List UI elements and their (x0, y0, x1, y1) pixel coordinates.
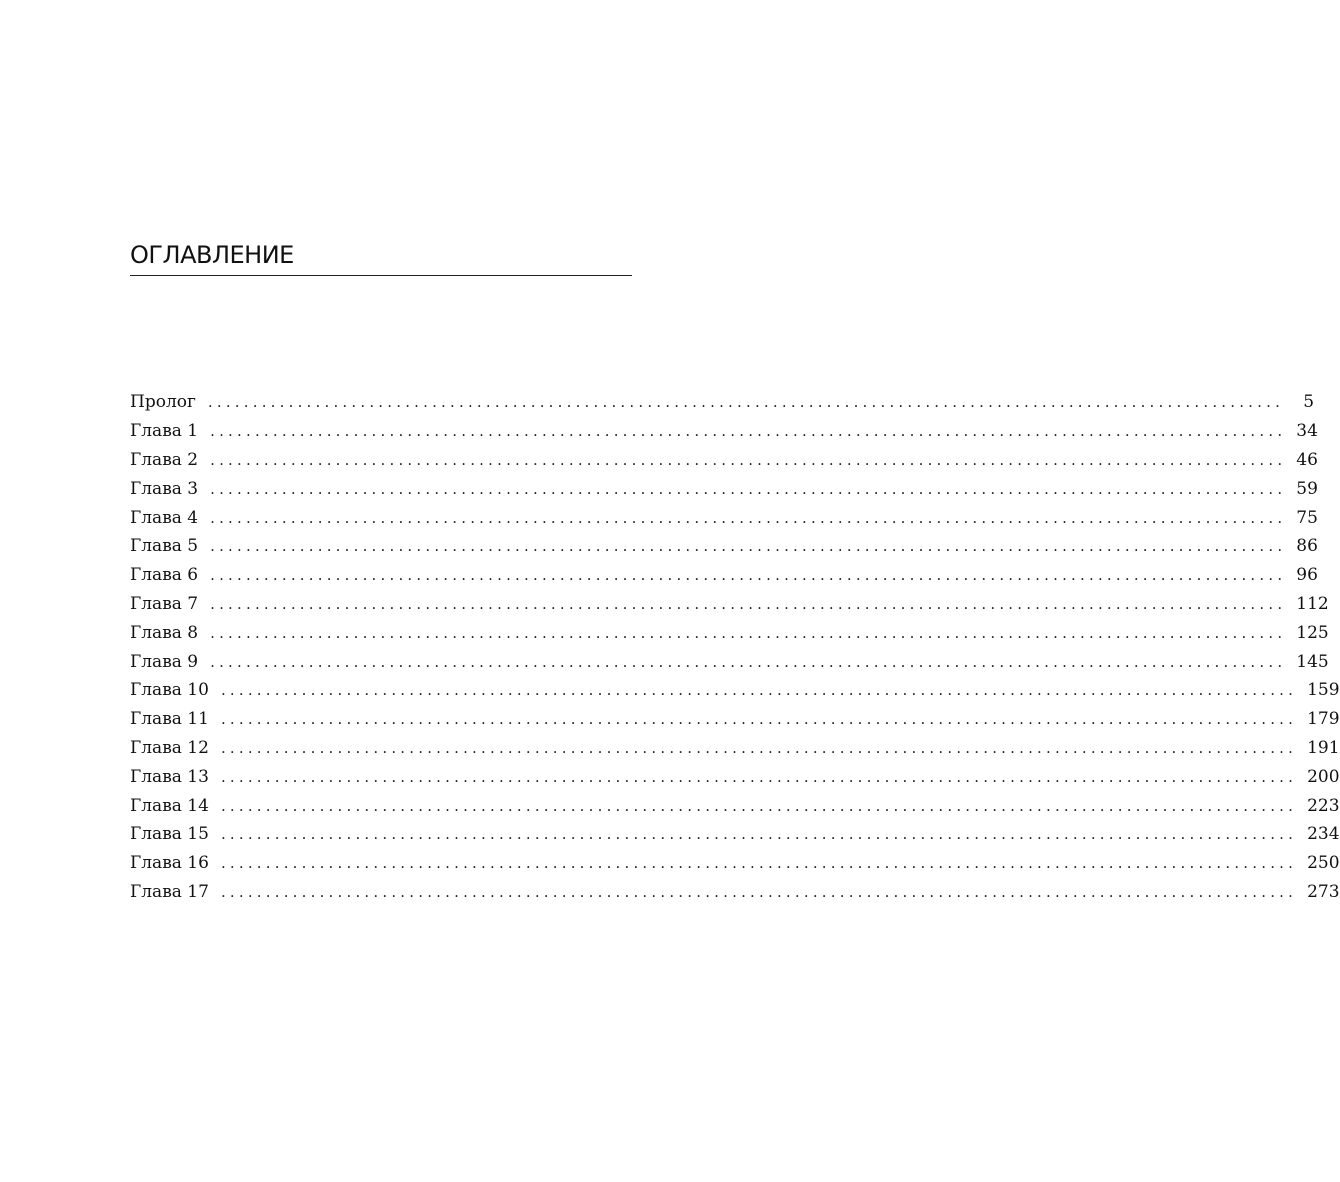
toc-entry[interactable] (130, 590, 1329, 619)
toc-entry-label: Глава 15 (130, 824, 209, 845)
toc-entry[interactable] (130, 561, 1318, 590)
toc-entry-label: Глава 8 (130, 622, 199, 643)
dot-leader: ........................................................................................................................ (210, 508, 1287, 527)
toc-entry-label: Глава 2 (130, 449, 199, 470)
toc-entry-label: Глава 6 (130, 565, 199, 586)
toc-entry-label: Глава 4 (130, 507, 199, 528)
toc-entry-page-number: 112 (1296, 593, 1329, 614)
toc-entry-label: Глава 17 (130, 881, 209, 902)
toc-entry-page-number: 234 (1307, 824, 1340, 845)
toc-entry-label: Глава 16 (130, 853, 209, 874)
toc-entry[interactable] (130, 878, 1340, 907)
toc-entry[interactable] (130, 446, 1318, 475)
toc-entry[interactable] (130, 705, 1340, 734)
toc-entry-page-number: 200 (1307, 766, 1340, 787)
toc-entry[interactable] (130, 618, 1329, 647)
toc-entry-page-number: 86 (1296, 536, 1318, 557)
toc-entry-label: Глава 14 (130, 795, 209, 816)
toc-entry-label: Глава 9 (130, 651, 199, 672)
toc-entry-label: Глава 1 (130, 421, 199, 442)
dot-leader: ........................................................................................................................ (210, 594, 1287, 613)
dot-leader: ........................................................................................................................ (210, 566, 1287, 585)
toc-entry[interactable] (130, 417, 1318, 446)
toc-entry-label: Глава 5 (130, 536, 199, 557)
toc-entry-page-number: 59 (1296, 478, 1318, 499)
toc-entry-page-number: 125 (1296, 622, 1329, 643)
toc-entry-label: Глава 3 (130, 478, 199, 499)
dot-leader: ........................................................................................................................ (220, 767, 1298, 786)
toc-entry-page-number: 96 (1296, 565, 1318, 586)
toc-entry[interactable] (130, 849, 1340, 878)
toc-entry-page-number: 5 (1303, 392, 1315, 413)
toc-entry-page-number: 159 (1307, 680, 1340, 701)
toc-entry[interactable] (130, 791, 1340, 820)
table-of-contents (130, 388, 1340, 906)
dot-leader: ........................................................................................................................ (210, 479, 1287, 498)
toc-entry[interactable] (130, 676, 1340, 705)
toc-entry-label: Глава 11 (130, 709, 209, 730)
dot-leader: ........................................................................................................................ (210, 450, 1287, 469)
page-title: ОГЛАВЛЕНИЕ (130, 241, 294, 269)
toc-entry[interactable] (130, 532, 1318, 561)
toc-entry[interactable] (130, 734, 1340, 763)
toc-entry-label: Глава 12 (130, 737, 209, 758)
toc-entry-page-number: 223 (1307, 795, 1340, 816)
toc-entry[interactable] (130, 647, 1329, 676)
toc-entry-page-number: 179 (1307, 709, 1340, 730)
dot-leader: ........................................................................................................................ (210, 652, 1287, 671)
dot-leader: ........................................................................................................................ (220, 681, 1298, 700)
toc-entry-label: Глава 7 (130, 593, 199, 614)
dot-leader: ........................................................................................................................ (220, 854, 1298, 873)
dot-leader: ........................................................................................................................ (220, 825, 1298, 844)
toc-entry[interactable] (130, 503, 1318, 532)
toc-entry-page-number: 145 (1296, 651, 1329, 672)
dot-leader: ........................................................................................................................ (220, 710, 1298, 729)
toc-entry[interactable] (130, 388, 1315, 417)
toc-entry-page-number: 250 (1307, 853, 1340, 874)
title-divider (130, 275, 632, 276)
toc-entry-page-number: 46 (1296, 449, 1318, 470)
dot-leader: ........................................................................................................................ (210, 422, 1287, 441)
dot-leader: ........................................................................................................................ (220, 796, 1298, 815)
dot-leader: ........................................................................................................................ (220, 882, 1298, 901)
toc-entry-label: Глава 10 (130, 680, 209, 701)
toc-entry-page-number: 75 (1296, 507, 1318, 528)
dot-leader: ........................................................................................................................ (210, 623, 1287, 642)
toc-entry-label: Пролог (130, 392, 196, 413)
toc-entry[interactable] (130, 474, 1318, 503)
toc-entry[interactable] (130, 820, 1340, 849)
dot-leader: ........................................................................................................................ (207, 393, 1285, 412)
heading-block (130, 240, 632, 276)
dot-leader: ........................................................................................................................ (210, 537, 1287, 556)
dot-leader: ........................................................................................................................ (220, 738, 1298, 757)
toc-entry[interactable] (130, 762, 1340, 791)
toc-entry-page-number: 34 (1296, 421, 1318, 442)
toc-entry-page-number: 273 (1307, 881, 1340, 902)
toc-entry-page-number: 191 (1307, 737, 1340, 758)
toc-entry-label: Глава 13 (130, 766, 209, 787)
